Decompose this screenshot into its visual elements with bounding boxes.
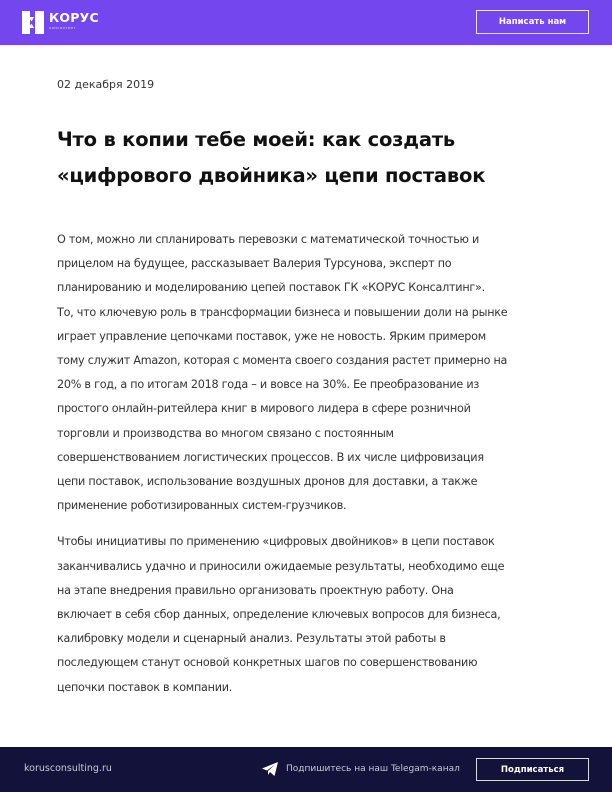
telegram-text: Подпишитесь на наш Telegam-канал bbox=[286, 764, 460, 774]
contact-us-button[interactable]: Написать нам bbox=[476, 10, 589, 34]
text-line: торговли и производства во многом связано с постоянным bbox=[57, 426, 394, 440]
article-title bbox=[57, 122, 567, 194]
text-line: применение роботизированных систем-грузчиков. bbox=[57, 499, 347, 513]
website-link[interactable]: korusconsulting.ru bbox=[24, 763, 112, 774]
text-line: играет управление цепочками поставок, уже не новость. Ярким примером bbox=[57, 329, 486, 343]
logo-name: КОРУС bbox=[49, 10, 99, 25]
text-line: на этапе внедрения правильно организовать проектную работу. Она bbox=[57, 583, 454, 597]
paragraph-2 bbox=[57, 530, 562, 699]
text-line: простого онлайн-ритейлера книг в мирового лидера в сфере розничной bbox=[57, 402, 471, 416]
korus-logo[interactable] bbox=[22, 11, 99, 35]
logo-subtitle: консалтинг bbox=[49, 26, 77, 30]
text-line: цепочки поставок в компании. bbox=[57, 680, 233, 694]
text-line: калибровку модели и сценарный анализ. Результаты этой работы в bbox=[57, 632, 446, 646]
text-line: заканчивались удачно и приносили ожидаемые результаты, необходимо еще bbox=[57, 559, 505, 573]
text-line: То, что ключевую роль в трансформации бизнеса и повышении доли на рынке bbox=[57, 305, 508, 319]
text-line: тому служит Amazon, которая с момента своего создания растет примерно на bbox=[57, 354, 508, 368]
telegram-paper-plane-icon bbox=[262, 762, 278, 776]
text-line: последующем станут основой конкретных шагов по совершенствованию bbox=[57, 656, 478, 670]
paragraph-1 bbox=[57, 228, 562, 518]
article-body bbox=[57, 228, 562, 712]
text-line: цепи поставок, использование воздушных дронов для доставки, а также bbox=[57, 475, 478, 489]
text-line: прицелом на будущее, рассказывает Валерия Турсунова, эксперт по bbox=[57, 257, 452, 271]
text-line: включает в себя сбор данных, определение ключевых вопросов для бизнеса, bbox=[57, 608, 501, 622]
text-line: совершенствованием логистических процессов. В их числе цифровизация bbox=[57, 450, 484, 464]
text-line: 20% в год, а по итогам 2018 года – и вовсе на 30%. Ее преобразование из bbox=[57, 378, 480, 392]
title-line: «цифрового двойника» цепи поставок bbox=[57, 164, 486, 187]
subscribe-button[interactable]: Подписаться bbox=[476, 758, 589, 781]
telegram-subscribe-prompt[interactable] bbox=[262, 762, 460, 776]
text-line: планированию и моделированию цепей поставок ГК «КОРУС Консалтинг». bbox=[57, 281, 485, 295]
title-line: Что в копии тебе моей: как создать bbox=[57, 128, 456, 151]
text-line: Чтобы инициативы по применению «цифровых двойников» в цепи поставок bbox=[57, 535, 495, 549]
site-header bbox=[0, 0, 612, 45]
korus-logo-icon bbox=[22, 11, 44, 34]
text-line: О том, можно ли спланировать перевозки с математической точностью и bbox=[57, 233, 480, 246]
publish-date: 02 декабря 2019 bbox=[57, 78, 155, 91]
